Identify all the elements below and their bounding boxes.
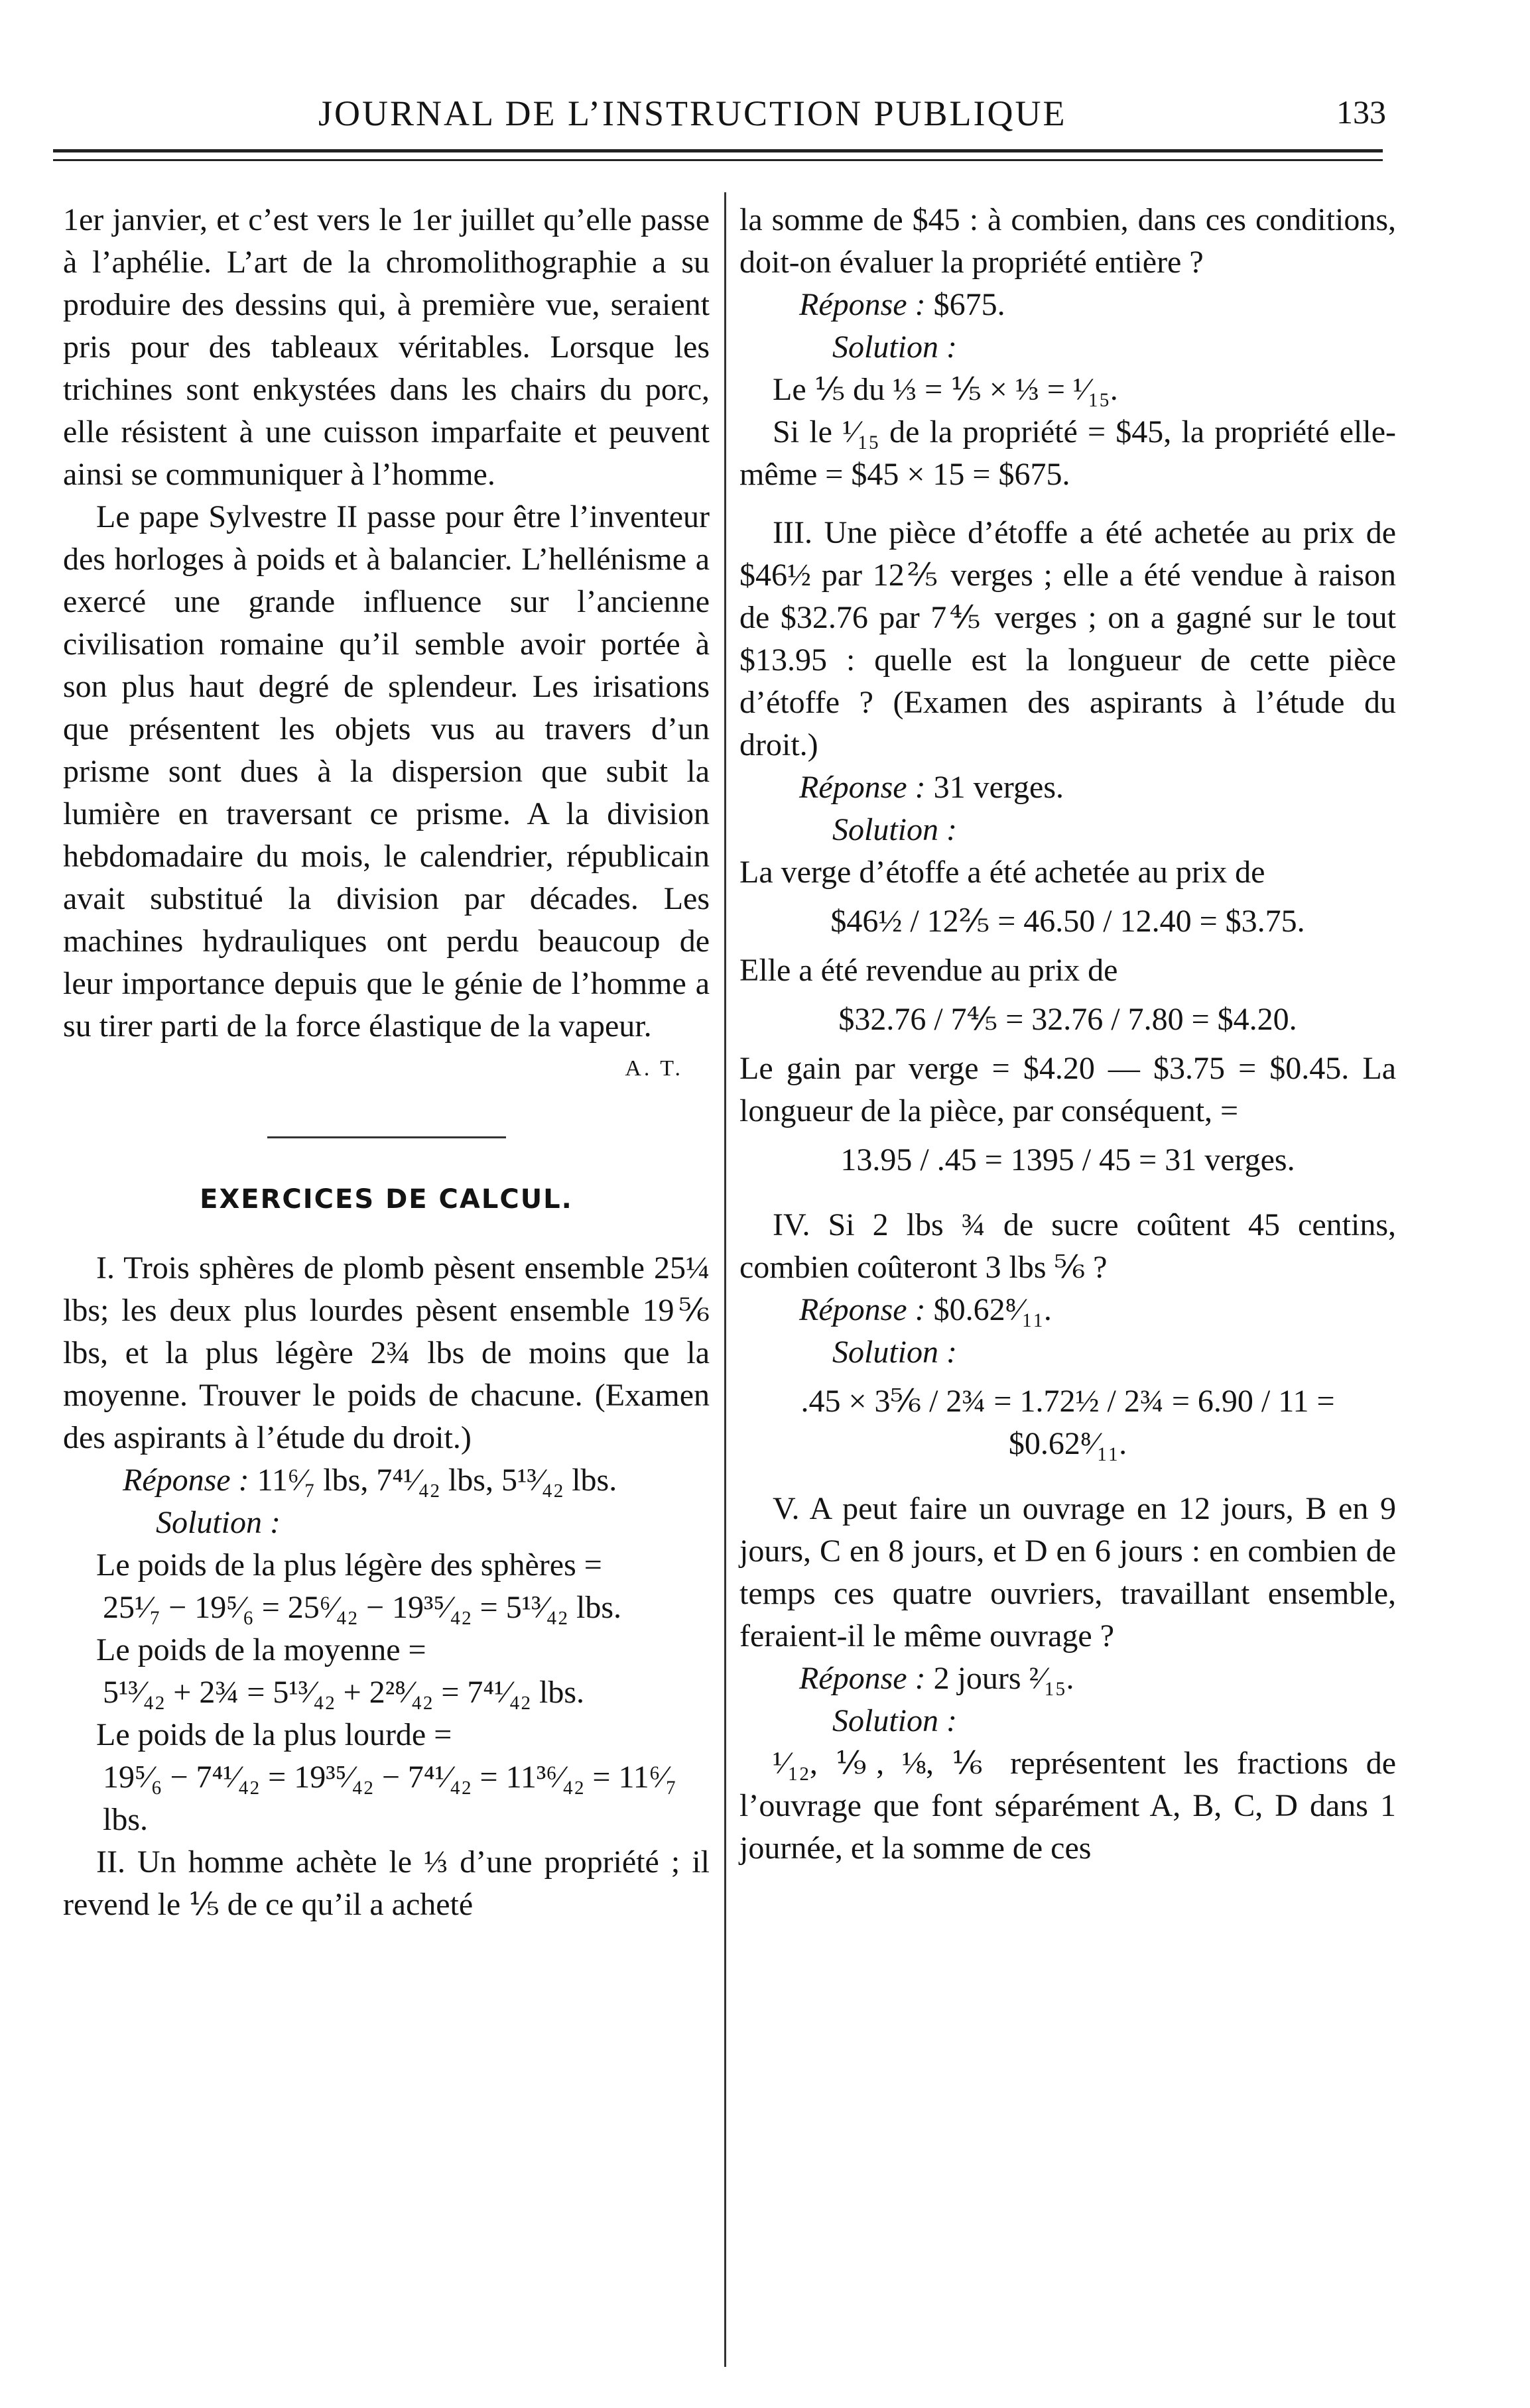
- exercise-1-answer: [63, 1459, 710, 1502]
- solution-label: Solution :: [832, 812, 957, 847]
- answer-label: Réponse :: [799, 1292, 926, 1327]
- exercise-3-step-2: Elle a été revendue au prix de: [739, 953, 1118, 988]
- exercise-5: V. A peut faire un ouvrage en 12 jours, B en 9 jours, C en 8 jours, et D en 6 jours : en combien de temps ces quatre ouvriers, travaillant ensemble, feraient-il le même ouvrage ?: [739, 1491, 1396, 1654]
- solution-label: Solution :: [832, 330, 957, 365]
- exercise-3-answer: [739, 766, 1396, 809]
- answer-value: 2 jours ²⁄₁₅.: [933, 1661, 1074, 1696]
- exercise-1-step-1-math: 25¹⁄₇ − 19⁵⁄₆ = 25⁶⁄₄₂ − 19³⁵⁄₄₂ = 5¹³⁄₄₂ lbs.: [103, 1590, 622, 1625]
- column-divider: [724, 192, 726, 2367]
- running-header: [66, 80, 1393, 139]
- vocabulary-paragraph-2: Le pape Sylvestre II passe pour être l’inventeur des horloges à poids et à balancier. L’hellénisme a exercé une grande influence sur l’ancienne civilisation romaine qu’il semble avoir portée à son plus haut degré de splendeur. Les irisations que présentent les objets vus au travers d’un prisme sont dues à la dispersion que subit la lumière en traversant ce prisme. A la division hebdomadaire du mois, le calendrier, républicain avait substitué la division par décades. Les machines hydrauliques ont perdu beaucoup de leur importance depuis que le génie de l’homme a su tirer parti de la force élastique de la vapeur.: [63, 499, 710, 1044]
- solution-label: Solution :: [156, 1505, 281, 1540]
- exercise-3: III. Une pièce d’étoffe a été achetée au prix de $46½ par 12⅖ verges ; elle a été vendue à raison de $32.76 par 7⅘ verges ; on a gagné sur le tout $13.95 : quelle est la longueur de cette pièce d’étoffe ? (Examen des aspirants à l’étude du droit.): [739, 515, 1396, 762]
- exercise-5-answer: [739, 1657, 1396, 1700]
- right-column: [739, 199, 1396, 1870]
- exercise-2-step-1: Le ⅕ du ⅓ = ⅕ × ⅓ = ¹⁄₁₅.: [773, 372, 1118, 407]
- exercise-1-step-3-math: 19⁵⁄₆ − 7⁴¹⁄₄₂ = 19³⁵⁄₄₂ − 7⁴¹⁄₄₂ = 11³⁶⁄₄₂ = 11⁶⁄₇ lbs.: [103, 1760, 677, 1837]
- answer-label: Réponse :: [799, 770, 926, 805]
- exercise-1: I. Trois sphères de plomb pèsent ensemble 25¼ lbs; les deux plus lourdes pèsent ensemble 19⅚ lbs, et la plus légère 2¾ lbs de moins que la moyenne. Trouver le poids de chacune. (Examen des aspirants à l’étude du droit.): [63, 1250, 710, 1455]
- exercise-4-answer: [739, 1289, 1396, 1331]
- exercise-2-start: II. Un homme achète le ⅓ d’une propriété ; il revend le ⅕ de ce qu’il a acheté: [63, 1844, 710, 1922]
- solution-label: Solution :: [832, 1703, 957, 1738]
- exercise-1-step-2-math: 5¹³⁄₄₂ + 2¾ = 5¹³⁄₄₂ + 2²⁸⁄₄₂ = 7⁴¹⁄₄₂ lbs.: [103, 1675, 585, 1710]
- exercise-1-step-1: Le poids de la plus légère des sphères =: [96, 1547, 602, 1583]
- exercise-4-step-1-math: .45 × 3⅚ / 2¾ = 1.72½ / 2¾ = 6.90 / 11 = $0.62⁸⁄₁₁.: [800, 1384, 1335, 1461]
- vocabulary-paragraph-1: 1er janvier, et c’est vers le 1er juillet qu’elle passe à l’aphélie. L’art de la chromolithographie a su produire des dessins qui, à première vue, seraient pris pour des tableaux véritables. Lorsque les trichines sont enkystées dans les chairs du porc, elle résistent à une cuisson imparfaite et peuvent ainsi se communiquer à l’homme.: [63, 202, 710, 492]
- exercise-4: IV. Si 2 lbs ¾ de sucre coûtent 45 centins, combien coûteront 3 lbs ⅚ ?: [739, 1207, 1396, 1285]
- exercise-5-step-1: ¹⁄₁₂, ⅑, ⅛, ⅙ représentent les fractions de l’ouvrage que font séparément A, B, C, D dans 1 journée, et la somme de ces: [739, 1746, 1396, 1866]
- exercise-1-step-3: Le poids de la plus lourde =: [96, 1717, 452, 1752]
- exercise-1-step-2: Le poids de la moyenne =: [96, 1632, 426, 1667]
- journal-title: JOURNAL DE L’INSTRUCTION PUBLIQUE: [318, 93, 1067, 133]
- answer-label: Réponse :: [799, 1661, 926, 1696]
- answer-value: 31 verges.: [933, 770, 1064, 805]
- section-divider: [267, 1136, 506, 1138]
- exercise-2-continued: la somme de $45 : à combien, dans ces conditions, doit-on évaluer la propriété entière ?: [739, 202, 1396, 280]
- exercise-3-step-3-math: 13.95 / .45 = 1395 / 45 = 31 verges.: [840, 1142, 1295, 1177]
- page-number: 133: [1336, 93, 1386, 131]
- left-column: [63, 199, 710, 1926]
- exercise-2-step-2: Si le ¹⁄₁₅ de la propriété = $45, la propriété elle-même = $45 × 15 = $675.: [739, 414, 1396, 492]
- exercise-2-answer: [739, 284, 1396, 326]
- answer-value: $0.62⁸⁄₁₁.: [933, 1292, 1052, 1327]
- section-title: EXERCICES DE CALCUL.: [200, 1184, 573, 1215]
- header-rule: [53, 149, 1383, 161]
- exercise-3-step-3: Le gain par verge = $4.20 — $3.75 = $0.45. La longueur de la pièce, par conséquent, =: [739, 1051, 1396, 1128]
- solution-label: Solution :: [832, 1335, 957, 1370]
- exercise-3-step-2-math: $32.76 / 7⅘ = 32.76 / 7.80 = $4.20.: [838, 1002, 1297, 1037]
- answer-value: $675.: [933, 287, 1005, 322]
- answer-label: Réponse :: [123, 1463, 249, 1498]
- author-initials: A. T.: [625, 1056, 683, 1081]
- exercise-3-step-1: La verge d’étoffe a été achetée au prix de: [739, 855, 1265, 890]
- exercise-3-step-1-math: $46½ / 12⅖ = 46.50 / 12.40 = $3.75.: [830, 904, 1305, 939]
- answer-label: Réponse :: [799, 287, 926, 322]
- answer-value: 11⁶⁄₇ lbs, 7⁴¹⁄₄₂ lbs, 5¹³⁄₄₂ lbs.: [257, 1463, 617, 1498]
